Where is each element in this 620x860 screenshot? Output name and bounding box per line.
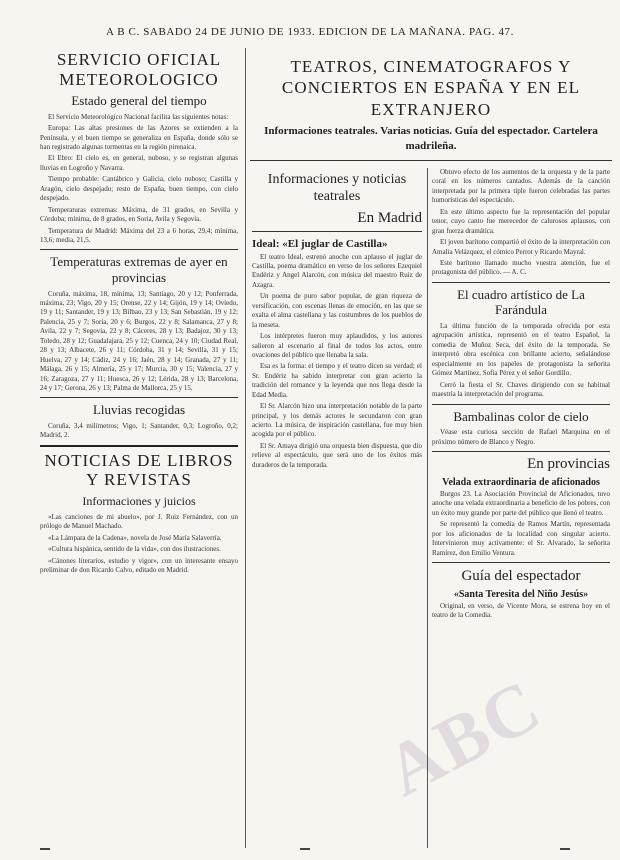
rain-title: Lluvias recogidas xyxy=(92,402,186,418)
review-paragraph: El teatro Ideal, estrenó anoche con aplauso el juglar de Castilla, poema dramático en verso de los señores Ezequiel Endériz y Angel Alarcón, con música del maestro Ruiz de Azagra. xyxy=(252,252,422,289)
guia-item-title: «Santa Teresita del Niño Jesús» xyxy=(453,589,589,601)
weather-subtitle: Estado general del tiempo xyxy=(71,93,207,109)
column-rule-right xyxy=(427,168,428,848)
temperatures-text: Coruña, máxima, 18, mínima, 13; Santiago, 20 y 12; Ponferrada, máxima, 23; Vigo, 20 y 15; Orense, 22 y 14; Gijón, 19 y 14; Oviedo, 19 y 11; Santander, 19 y 13; Bilbao, 23 y 13; San Sebastián, 19 y 12; Palencia, 25 y 7; Soria, 20 y 6; Burgos, 22 y 8; Salamanca, 27 y 8; Avila, 22 y 7; Segovia, 22 y 8; Cáceres, 28 y 13; Badajoz, 30 y 13; Toledo, 28 y 12; Guadalajara, 25 y 12; Cuenca, 24 y 10; Ciudad Real, 28 y 13; Albacete, 26 y 11; Córdoba, 31 y 14; Sevilla, 31 y 15; Huelva, 27 y 14; Cádiz, 24 y 16; Jaén, 28 y 14; Granada, 27 y 11; Málaga, 26 y 15; Almería, 25 y 17; Murcia, 30 y 15; Valencia, 27 y 16; Zaragoza, 27 y 11; Huesca, 26 y 12; Lérida, 28 y 13; Barcelona, 24 y 17; Gerona, 26 y 13; Palma de Mallorca, 25 y 15. xyxy=(40,289,238,392)
books-paragraph: «Cánones literarios, estudio y vigor», con un interesante ensayo preliminar de don Ricardo Calvo, editado en Madrid. xyxy=(40,556,238,575)
divider xyxy=(432,404,610,405)
theatre-news-title: Informaciones y noticias teatrales xyxy=(267,172,407,204)
temperatures-title: Temperaturas extremas de ayer en provincias xyxy=(50,254,228,285)
weather-paragraph: El Ebro: El cielo es, en general, nuboso, y se registran algunas lluvias en Logroño y Navarra. xyxy=(40,154,238,172)
middle-column xyxy=(252,168,422,848)
books-paragraph: «La Lámpara de la Cadena», novela de José María Salaverría. xyxy=(48,533,222,542)
review-paragraph: El Sr. Alarcón hizo una interpretación notable de la parte principal, y los demás actores le secundaron con gran acierto. La música, de inspiración castellana, fue muy bien acogida por el público. xyxy=(252,402,422,439)
masthead: A B C. SABADO 24 DE JUNIO DE 1933. EDICION DE LA MAÑANA. PAG. 47. xyxy=(105,26,515,38)
right-column xyxy=(432,168,610,848)
review-paragraph: Los intérpretes fueron muy aplaudidos, y los autores salieron al escenario al final de todos los actos, entre ovaciones del público que llenaba la sala. xyxy=(252,332,422,359)
provincias-heading: En provincias xyxy=(527,455,610,472)
weather-paragraph: El Servicio Meteorológico Nacional facilita las siguientes notas: xyxy=(48,112,229,121)
left-column xyxy=(40,48,238,848)
divider xyxy=(432,282,610,283)
review-continuation: En este último aspecto fue la representación del popular tenor, cuyo canto fue merecedor de calurosos aplausos, con gran fuerza dramática. xyxy=(432,207,610,235)
madrid-heading: En Madrid xyxy=(357,209,422,226)
guia-title: Guía del espectador xyxy=(461,568,581,585)
books-paragraph: «Cultura hispánica, sentido de la vida», con dos ilustraciones. xyxy=(48,545,221,554)
bambalinas-paragraph: Véase esta curiosa sección de Rafael Marquina en el próximo número de Blanco y Negro. xyxy=(432,428,610,446)
divider xyxy=(40,249,238,250)
books-section-title: NOTICIAS DE LIBROS Y REVISTAS xyxy=(44,450,234,490)
provincias-subtitle: Velada extraordinaria de aficionados xyxy=(442,476,600,488)
weather-section-title: SERVICIO OFICIAL METEOROLOGICO xyxy=(56,50,222,89)
farandula-paragraph: Cerró la fiesta el Sr. Chaves dirigiendo con su habitual maestría la interpretación del programa. xyxy=(432,380,610,399)
ideal-review-title: Ideal: «El juglar de Castilla» xyxy=(252,237,388,250)
theatre-banner xyxy=(250,56,612,153)
divider xyxy=(432,451,610,452)
bambalinas-title: Bambalinas color de cielo xyxy=(453,408,589,424)
farandula-paragraph: La última función de la temporada ofrecida por esta agrupación artística, representó en el teatro Español, la comedia de Muñoz Seca, del éxito de la temporada. Se interpretó obra escénica con brillante acierto, señalándose especialmente en los papeles de protagonista la señorita Gómez Martínez, Sofía Pérez y el señor Gordillo. xyxy=(432,322,610,378)
review-continuation: Obtuvo efecto de los aumentos de la orquesta y de la parte coral en los números cantados. Además de la canción interpretada por la primera tiple fueron celebradas las partes humorísticas del espectáculo. xyxy=(432,168,610,205)
banner-rule xyxy=(250,160,612,161)
farandula-title: El cuadro artístico de La Farándula xyxy=(457,286,585,318)
guia-paragraph: Original, en verso, de Vicente Mora, se estrena hoy en el teatro de la Comedia. xyxy=(432,602,610,620)
weather-paragraph: Tiempo probable: Cantábrico y Galicia, cielo nuboso; Castilla y Aragón, cielo despejado; resto de España, buen tiempo, con cielo despejado. xyxy=(40,175,238,203)
page-footer-marks xyxy=(0,848,620,858)
divider xyxy=(40,397,238,398)
books-paragraph: «Las canciones de mi abuelo», por J. Ruiz Fernández, con un prólogo de Manuel Machado. xyxy=(40,512,238,531)
review-paragraph: Un poema de puro sabor popular, de gran riqueza de versificación, con escenas llenas de emoción, en las que se exalta el alma castellana y las costumbres de los pueblos de la meseta. xyxy=(252,292,422,329)
theatre-banner-title: TEATROS, CINEMATOGRAFOS Y CONCIERTOS EN ESPAÑA Y EN EL EXTRANJERO xyxy=(281,57,581,119)
divider xyxy=(432,562,610,563)
column-rule-left xyxy=(245,48,246,848)
review-paragraph: Esa es la forma: el tiempo y el teatro dicen su verdad; el Sr. Endériz ha sabido interpretar con gran acierto la tradición del romance y la leyenda que nos llega desde la Edad Media. xyxy=(252,362,422,399)
weather-paragraph: Temperaturas extremas: Máxima, de 31 grados, en Sevilla y Córdoba; mínima, de 8 grados, en Soria, Avila y Segovia. xyxy=(40,205,238,224)
abc-watermark: ABC xyxy=(372,663,555,813)
review-paragraph: El Sr. Amaya dirigió una orquesta bien dispuesta, que dio relieve al espectáculo, que será uno de los éxitos más duraderos de la temporada. xyxy=(252,441,422,469)
divider xyxy=(40,445,238,447)
theatre-banner-subtitle: Informaciones teatrales. Varias noticias. Guía del espectador. Cartelera madrileña. xyxy=(264,124,598,152)
review-continuation: Este barítono llamado mucho vuestra atención, fue el protagonista del público. — A. C. xyxy=(432,258,610,277)
books-subtitle: Informaciones y juicios xyxy=(82,493,196,508)
rain-text: Coruña, 3,4 milímetros; Vigo, 1; Santander, 0,3; Logroño, 0,2; Madrid, 2. xyxy=(40,421,238,440)
divider xyxy=(252,231,422,232)
weather-paragraph: Europa: Las altas presiones de las Azores se extienden a la Península, y el buen tiempo se generaliza en España, donde sólo se han registrado algunas tormentas en la región pirenaica. xyxy=(40,124,238,151)
provincias-paragraph: Burgos 23. La Asociación Provincial de Aficionados, tuvo anoche una velada extraordinaria a beneficio de los pobres, con un éxito muy grande por parte del público que llenó el teatro. xyxy=(432,489,610,517)
provincias-paragraph: Se representó la comedia de Ramos Martín, representada por los aficionados de la localidad con singular acierto. Intervinieron muy activamente: el Sr. Alvarado, la señorita Ramírez, don Emilio Ventura. xyxy=(432,520,610,557)
review-continuation: El joven barítono compartió el éxito de la interpretación con Amalia Velázquez, el cómico Perrot y Ricardo Mayral. xyxy=(432,238,610,256)
weather-paragraph: Temperatura de Madrid: Máxima del 23 a 6 horas, 29,4; mínima, 13,6; media, 21,5. xyxy=(40,226,238,244)
